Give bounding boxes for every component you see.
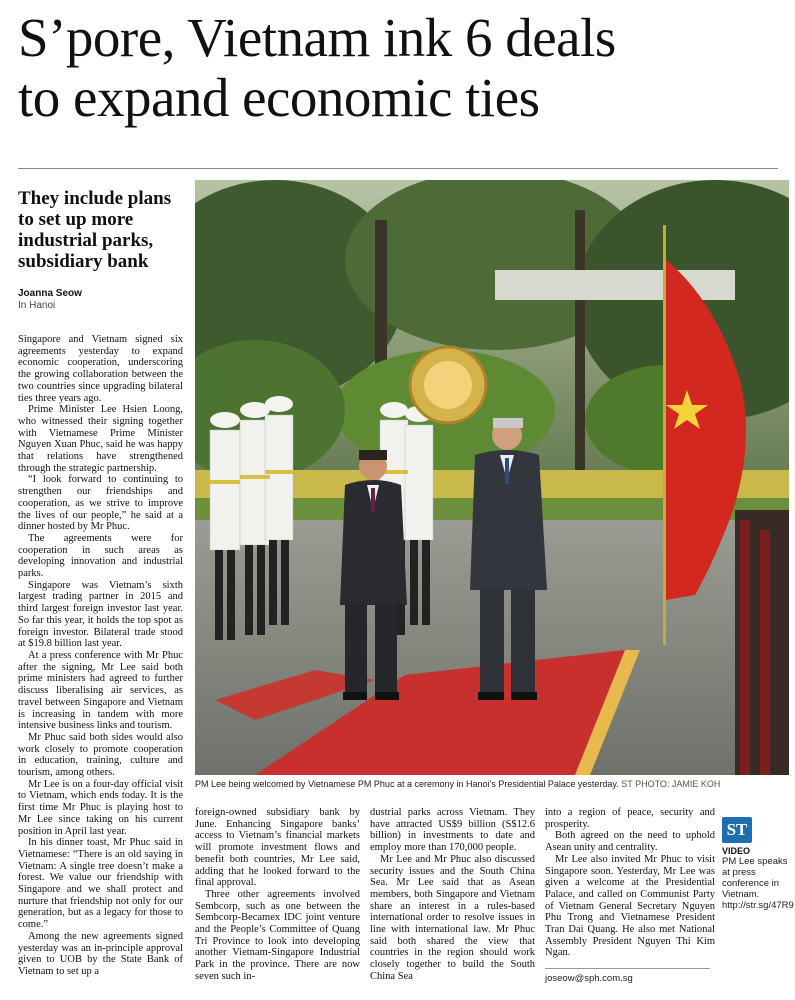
article-column-2: [195, 807, 360, 997]
paragraph: Mr Lee and Mr Phuc also discussed security issues and the South China Sea. Mr Lee said that as Asean members, both Singapore and Vietnam share an interest in a rules-based international order to resolve issues in line with international law. Mr Phuc said both shared the view that countries in the region should work closely together to build the South China Sea: [370, 853, 535, 982]
article-column-1: [18, 334, 183, 994]
article-column-3: [370, 807, 535, 997]
top-divider: [18, 168, 778, 169]
paragraph: Prime Minister Lee Hsien Loong, who witnessed their signing together with Vietnamese Prime Minister Nguyen Xuan Phuc, said he was happy that relations have strengthened through the strategic partnership.: [18, 404, 183, 474]
paragraph: Mr Phuc said both sides would also work closely to promote cooperation in education, training, culture and tourism, among others.: [18, 731, 183, 779]
paragraph: Singapore was Vietnam’s sixth largest trading partner in 2015 and third largest foreign investor last year. So far this year, it holds the top spot as foreign investor. Bilateral trade stood at $19.8 billion last year.: [18, 579, 183, 650]
paragraph: At a press conference with Mr Phuc after the signing, Mr Lee said both prime ministers had agreed to further discuss liberalising air services, as travel between Singapore and Vietnam is increasing in tandem with more intensive business links and tourism.: [18, 649, 183, 732]
author-name: Joanna Seow: [18, 288, 82, 299]
paragraph: dustrial parks across Vietnam. They have attracted US$9 billion (S$12.6 billion) in investments to date and employ more than 170,000 people.: [370, 807, 535, 854]
st-logo-icon: ST: [722, 817, 752, 843]
caption-text: PM Lee being welcomed by Vietnamese PM Phuc at a ceremony in Hanoi’s Presidential Palace yesterday.: [195, 779, 619, 789]
headline-line-2: to expand economic ties: [18, 67, 540, 128]
headline: [18, 8, 788, 128]
paragraph: The agreements were for cooperation in such areas as developing innovation and industrial parks.: [18, 532, 183, 580]
headline-line-1: S’pore, Vietnam ink 6 deals: [18, 7, 616, 68]
paragraph: Singapore and Vietnam signed six agreements yesterday to expand economic cooperation, underscoring the growing collaboration between the two countries since upgrading bilateral ties three years ago.: [18, 334, 183, 404]
byline: [18, 288, 183, 312]
author-location: In Hanoi: [18, 300, 56, 311]
paragraph: into a region of peace, security and prosperity.: [545, 807, 715, 830]
paragraph: Three other agreements involved Sembcorp, such as one between the Sembcorp-Becamex IDC joint venture and the People’s Committee of Quang Tri Province to look into developing another Vietnam-Singapore Industrial Park in the province. There are now seven such in-: [195, 888, 360, 982]
paragraph: Mr Lee also invited Mr Phuc to visit Singapore soon. Yesterday, Mr Lee was given a welcome at the Presidential Palace, and called on Communist Party of Vietnam General Secretary Nguyen Phu Trong and Vietnamese President Tran Dai Quang. He also met National Assembly President Nguyen Thi Kim Ngan.: [545, 853, 715, 959]
paragraph: Among the new agreements signed yesterday was an in-principle approval given to UOB by the State Bank of Vietnam to set up a: [18, 930, 183, 977]
video-description: PM Lee speaks at press conference in Vietnam. http://str.sg/47R9: [722, 856, 794, 911]
deck: They include plans to set up more industrial parks, subsidiary bank: [18, 188, 172, 272]
paragraph: foreign-owned subsidiary bank by June. Enhancing Singapore banks’ access to Vietnam’s financial markets will promote investment flows and benefit both countries, Mr Lee said, adding that he looked forward to the final approval.: [195, 807, 360, 889]
video-callout[interactable]: [722, 817, 792, 911]
photo-caption: [195, 779, 789, 789]
video-label: VIDEO: [722, 846, 751, 856]
news-photo: [195, 180, 789, 775]
paragraph: Both agreed on the need to uphold Asean unity and centrality.: [545, 830, 715, 854]
paragraph: “I look forward to continuing to strengthen our friendships and cooperation, as we strive to improve the lives of our people,” he said at a dinner hosted by Mr Phuc.: [18, 474, 183, 533]
author-email[interactable]: joseow@sph.com.sg: [545, 968, 710, 984]
paragraph: In his dinner toast, Mr Phuc said in Vietnamese: “There is an old saying in Vietnam: A single tree doesn’t make a forest. We value our friendship with Singapore and we shall protect and nurture that friendship not only for our generation, but as a legacy for those to come.”: [18, 837, 183, 931]
photo-credit: ST PHOTO: JAMIE KOH: [621, 779, 721, 789]
article-column-4: [545, 807, 715, 967]
paragraph: Mr Lee is on a four-day official visit to Vietnam, which ends today. It is the first time Mr Phuc is playing host to Mr Lee since taking on his current position in April last year.: [18, 778, 183, 837]
